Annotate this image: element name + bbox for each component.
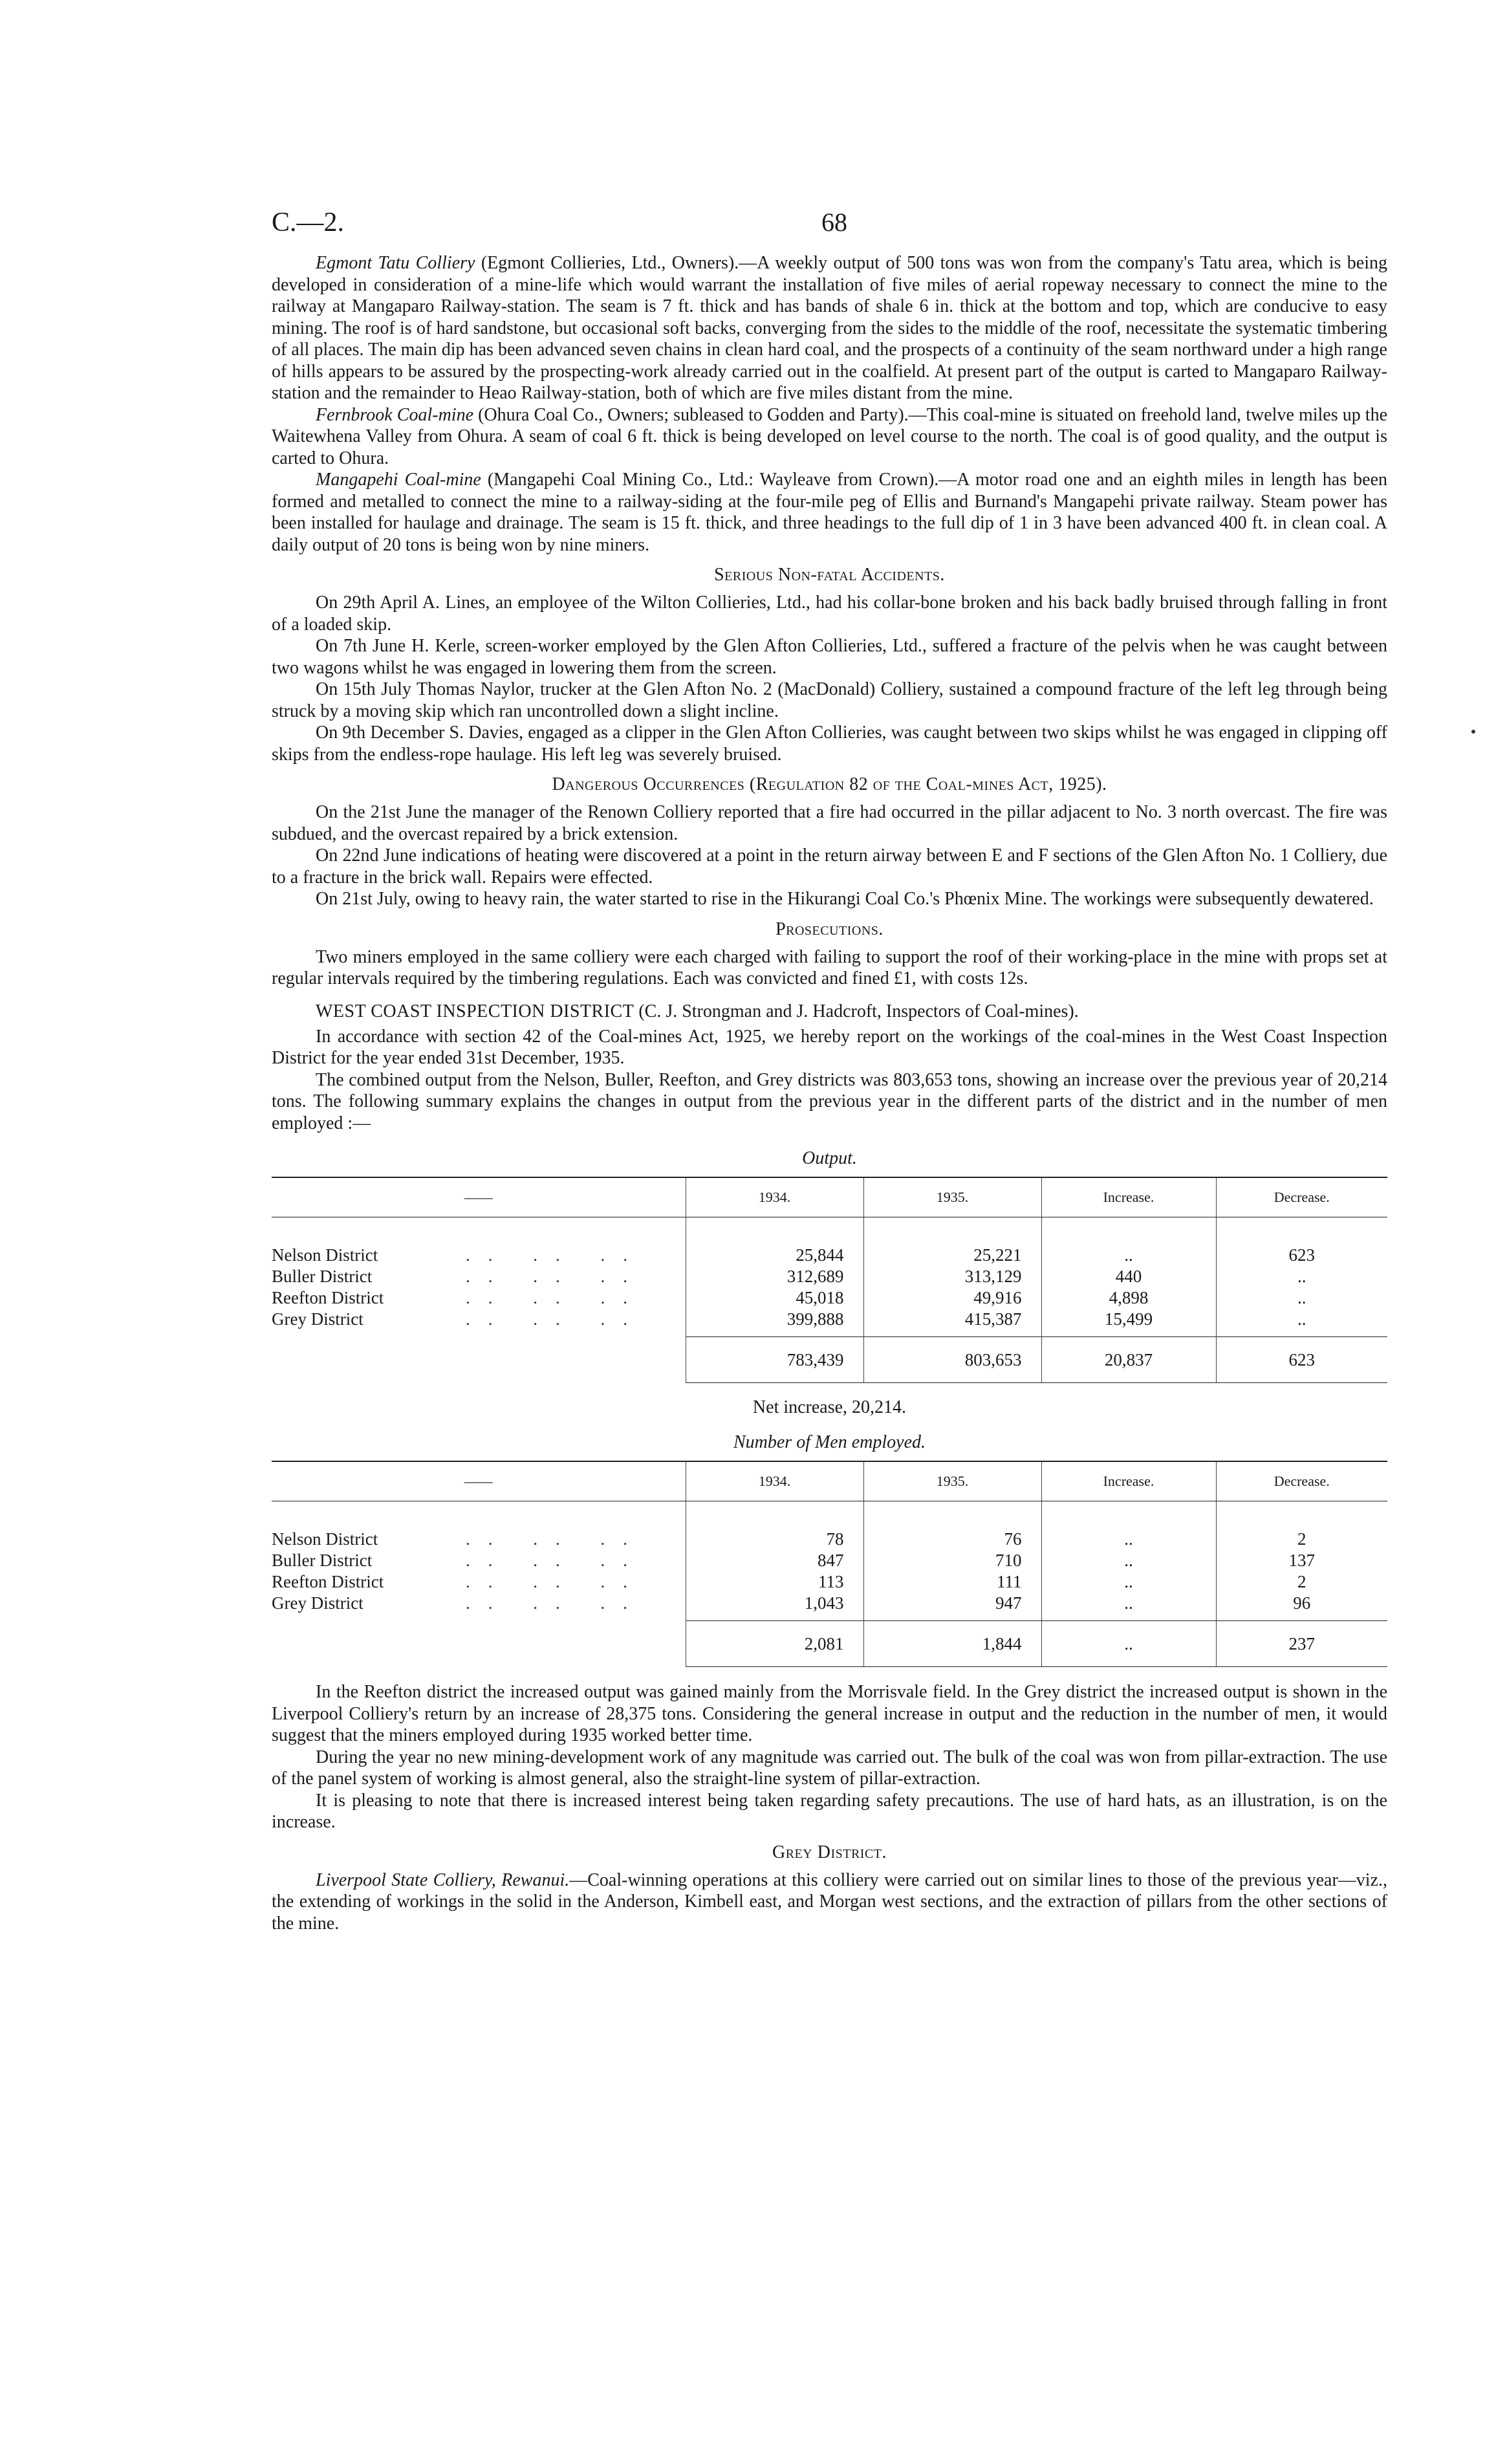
cell-increase: ..	[1041, 1550, 1216, 1571]
net-increase-note: Net increase, 20,214.	[752, 1397, 907, 1417]
cell-1935: 415,387	[863, 1309, 1041, 1337]
colliery-title: Liverpool State Colliery, Rewanui.	[316, 1870, 570, 1890]
table-row	[272, 1571, 1387, 1593]
paragraph-text: (Mangapehi Coal Mining Co., Ltd.: Wayleave from Crown).—A motor road one and an eighth miles in length has been formed and metalled to connect the mine to a railway-siding at the four-mile peg of Ellis and Burnand's Mangapehi private railway. Steam power has been installed for haulage and drainage. The seam is 15 ft. thick, and three headings to the full dip of 1 in 3 have been advanced 400 ft. in clean coal. A daily output of 20 tons is being won by nine miners.	[272, 470, 1387, 555]
total-decrease: 237	[1216, 1621, 1387, 1667]
summary-paragraph: In the Reefton district the increased output was gained mainly from the Morrisvale field. In the Grey district the increased output is shown in the Liverpool Colliery's return by an increase of 28,375 tons. Considering the general increase in output and the reduction in the number of men, it would suggest that the miners employed during 1935 worked better time.	[272, 1682, 1387, 1745]
page-header	[272, 207, 1387, 252]
summary-paragraph: During the year no new mining-development work of any magnitude was carried out. The bulk of the coal was won from pillar-extraction. The use of the panel system of working is almost general, also the straight-line system of pillar-extraction.	[272, 1747, 1387, 1789]
margin-mark	[1471, 730, 1475, 734]
cell-1935: 25,221	[863, 1245, 1041, 1266]
accident-paragraph: On 29th April A. Lines, an employee of the Wilton Collieries, Ltd., had his collar-bone broken and his back badly bruised through falling in front of a loaded skip.	[272, 593, 1387, 635]
district-inspectors: (C. J. Strongman and J. Hadcroft, Inspectors of Coal-mines).	[638, 1001, 1079, 1021]
paragraph-text: —Coal-winning operations at this colliery were carried out on similar lines to those of the previous year—viz., the extending of workings in the solid in the Anderson, Kimbell east, and Morgan west sections, and the extraction of pillars from the other sections of the mine.	[272, 1870, 1388, 1934]
cell-1935: 313,129	[863, 1266, 1041, 1287]
accident-paragraph: On 9th December S. Davies, engaged as a clipper in the Glen Afton Collieries, was caught between two skips whilst he was engaged in clipping off skips from the endless-rope haulage. His left leg was severely bruised.	[272, 723, 1387, 765]
table-header-row	[272, 1461, 1387, 1501]
paragraph-text: (Egmont Collieries, Ltd., Owners).—A weekly output of 500 tons was won from the company's Tatu area, which is being developed in consideration of a mine-life which would warrant the installation of five miles of aerial ropeway necessary to connect the mine to the railway at Mangaparo Railway-station. The seam is 7 ft. thick and has bands of shale 6 in. thick at the bottom and top, which are conducive to easy mining. The roof is of hard sandstone, but occasional soft backs, converging from the sides to the middle of the roof, necessitate the systematic timbering of all places. The main dip has been advanced seven chains in clean hard coal, and the prospects of a continuity of the seam northward under a high range of hills appears to be assured by the prospecting-work already carried out in the coalfield. At present part of the output is carted to Mangaparo Railway-station and the remainder to Heao Railway-station, both of which are five miles distant from the mine.	[272, 253, 1387, 403]
district-name: Nelson District	[272, 1245, 378, 1265]
column-header: ——	[272, 1461, 686, 1501]
table-spacer	[272, 1217, 1387, 1245]
cell-1934: 78	[686, 1529, 863, 1550]
occurrence-paragraph: On the 21st June the manager of the Renown Colliery reported that a fire had occurred in the pillar adjacent to No. 3 north overcast. The fire was subdued, and the overcast repaired by a brick extension.	[272, 802, 1387, 844]
cell-increase: 440	[1041, 1266, 1216, 1287]
cell-increase: ..	[1041, 1571, 1216, 1593]
paragraph-text: (Ohura Coal Co., Owners; subleased to Godden and Party).—This coal-mine is situated on freehold land, twelve miles up the Waitewhena Valley from Ohura. A seam of coal 6 ft. thick is being developed on level course to the north. The coal is of good quality, and the output is carted to Ohura.	[272, 404, 1387, 468]
section-heading-accidents: Serious Non-fatal Accidents.	[714, 565, 945, 585]
occurrence-paragraph: On 21st July, owing to heavy rain, the water started to rise in the Hikurangi Coal Co.'s Phœnix Mine. The workings were subsequently dewatered.	[316, 889, 1374, 909]
cell-decrease: 96	[1216, 1593, 1387, 1621]
total-increase: ..	[1041, 1621, 1216, 1667]
district-name: Reefton District	[272, 1572, 384, 1591]
column-header: Decrease.	[1216, 1177, 1387, 1217]
cell-1934: 45,018	[686, 1287, 863, 1309]
prosecution-paragraph: Two miners employed in the same colliery were each charged with failing to support the roof of their working-place in the mine with props set at regular intervals required by the timbering regulations. Each was convicted and fined £1, with costs 12s.	[272, 946, 1387, 988]
paragraph-liverpool-colliery	[272, 1870, 1387, 1935]
column-header: 1935.	[863, 1177, 1041, 1217]
total-decrease: 623	[1216, 1337, 1387, 1383]
district-name: Nelson District	[272, 1529, 378, 1549]
report-reference: C.—2.	[272, 208, 345, 237]
accident-paragraph: On 7th June H. Kerle, screen-worker employed by the Glen Afton Collieries, Ltd., suffered a fracture of the pelvis when he was caught between two wagons whilst he was engaged in lowering them from the screen.	[272, 636, 1387, 678]
paragraph-mangapehi	[272, 469, 1387, 556]
page-number: 68	[821, 208, 847, 237]
cell-1935: 947	[863, 1593, 1041, 1621]
cell-decrease: ..	[1216, 1309, 1387, 1337]
column-header: Increase.	[1041, 1461, 1216, 1501]
cell-decrease: ..	[1216, 1287, 1387, 1309]
leader-dots: .. .. ..	[466, 1572, 645, 1591]
cell-1934: 1,043	[686, 1593, 863, 1621]
district-title: WEST COAST INSPECTION DISTRICT	[316, 1001, 634, 1021]
district-name: Grey District	[272, 1593, 363, 1613]
cell-1935: 49,916	[863, 1287, 1041, 1309]
section-heading-occurrences: Dangerous Occurrences (Regulation 82 of the Coal-mines Act, 1925).	[552, 774, 1107, 794]
table-total-row	[272, 1621, 1387, 1667]
document-page	[272, 207, 1387, 1934]
cell-decrease: 623	[1216, 1245, 1387, 1266]
table-row	[272, 1529, 1387, 1550]
leader-dots: .. .. ..	[466, 1309, 645, 1329]
total-1934: 2,081	[686, 1621, 863, 1667]
colliery-title: Fernbrook Coal-mine	[316, 404, 474, 425]
district-name: Buller District	[272, 1551, 373, 1570]
cell-decrease: 2	[1216, 1529, 1387, 1550]
table-row	[272, 1287, 1387, 1309]
table-row	[272, 1550, 1387, 1571]
output-table	[272, 1177, 1387, 1383]
total-increase: 20,837	[1041, 1337, 1216, 1383]
cell-1934: 113	[686, 1571, 863, 1593]
column-header: 1935.	[863, 1461, 1041, 1501]
colliery-title: Egmont Tatu Colliery	[316, 253, 475, 273]
district-heading-west-coast	[272, 1001, 1387, 1022]
cell-decrease: 137	[1216, 1550, 1387, 1571]
table-row	[272, 1245, 1387, 1266]
cell-increase: ..	[1041, 1529, 1216, 1550]
column-header: ——	[272, 1177, 686, 1217]
cell-increase: ..	[1041, 1245, 1216, 1266]
table-row	[272, 1266, 1387, 1287]
paragraph-fernbrook	[272, 404, 1387, 470]
cell-1934: 312,689	[686, 1266, 863, 1287]
table-row	[272, 1593, 1387, 1621]
total-1935: 1,844	[863, 1621, 1041, 1667]
cell-decrease: ..	[1216, 1266, 1387, 1287]
total-1934: 783,439	[686, 1337, 863, 1383]
section-heading-prosecutions: Prosecutions.	[775, 919, 883, 939]
summary-paragraph: It is pleasing to note that there is increased interest being taken regarding safety precautions. The use of hard hats, as an illustration, is on the increase.	[272, 1790, 1387, 1832]
cell-increase: 4,898	[1041, 1287, 1216, 1309]
west-coast-paragraph: The combined output from the Nelson, Buller, Reefton, and Grey districts was 803,653 tons, showing an increase over the previous year of 20,214 tons. The following summary explains the changes in output from the previous year in the different parts of the district and in the number of men employed :—	[272, 1069, 1387, 1133]
colliery-title: Mangapehi Coal-mine	[316, 470, 481, 490]
leader-dots: .. .. ..	[466, 1551, 645, 1570]
column-header: 1934.	[686, 1461, 863, 1501]
cell-1934: 847	[686, 1550, 863, 1571]
men-employed-table	[272, 1461, 1387, 1667]
leader-dots: .. .. ..	[466, 1529, 645, 1549]
leader-dots: .. .. ..	[466, 1245, 645, 1265]
table-row	[272, 1309, 1387, 1337]
total-1935: 803,653	[863, 1337, 1041, 1383]
cell-decrease: 2	[1216, 1571, 1387, 1593]
cell-1935: 111	[863, 1571, 1041, 1593]
cell-increase: ..	[1041, 1593, 1216, 1621]
column-header: Increase.	[1041, 1177, 1216, 1217]
district-name: Grey District	[272, 1309, 363, 1329]
cell-1934: 399,888	[686, 1309, 863, 1337]
paragraph-egmont-tatu	[272, 252, 1387, 404]
column-header: 1934.	[686, 1177, 863, 1217]
leader-dots: .. .. ..	[466, 1288, 645, 1307]
men-table-title: Number of Men employed.	[733, 1432, 926, 1452]
occurrence-paragraph: On 22nd June indications of heating were discovered at a point in the return airway between E and F sections of the Glen Afton No. 1 Colliery, due to a fracture in the brick wall. Repairs were effected.	[272, 845, 1387, 888]
leader-dots: .. .. ..	[466, 1593, 645, 1613]
west-coast-paragraph: In accordance with section 42 of the Coal-mines Act, 1925, we hereby report on the workings of the coal-mines in the West Coast Inspection District for the year ended 31st December, 1935.	[272, 1026, 1387, 1068]
cell-increase: 15,499	[1041, 1309, 1216, 1337]
table-total-row	[272, 1337, 1387, 1383]
cell-1934: 25,844	[686, 1245, 863, 1266]
district-name: Reefton District	[272, 1288, 384, 1307]
accident-paragraph: On 15th July Thomas Naylor, trucker at the Glen Afton No. 2 (MacDonald) Colliery, sustained a compound fracture of the left leg through being struck by a moving skip which ran uncontrolled down a slight incline.	[272, 679, 1387, 721]
output-table-title: Output.	[802, 1148, 857, 1168]
column-header: Decrease.	[1216, 1461, 1387, 1501]
cell-1935: 76	[863, 1529, 1041, 1550]
cell-1935: 710	[863, 1550, 1041, 1571]
district-name: Buller District	[272, 1267, 373, 1286]
table-spacer	[272, 1501, 1387, 1529]
leader-dots: .. .. ..	[466, 1267, 645, 1286]
table-header-row	[272, 1177, 1387, 1217]
section-heading-grey-district: Grey District.	[772, 1842, 887, 1862]
